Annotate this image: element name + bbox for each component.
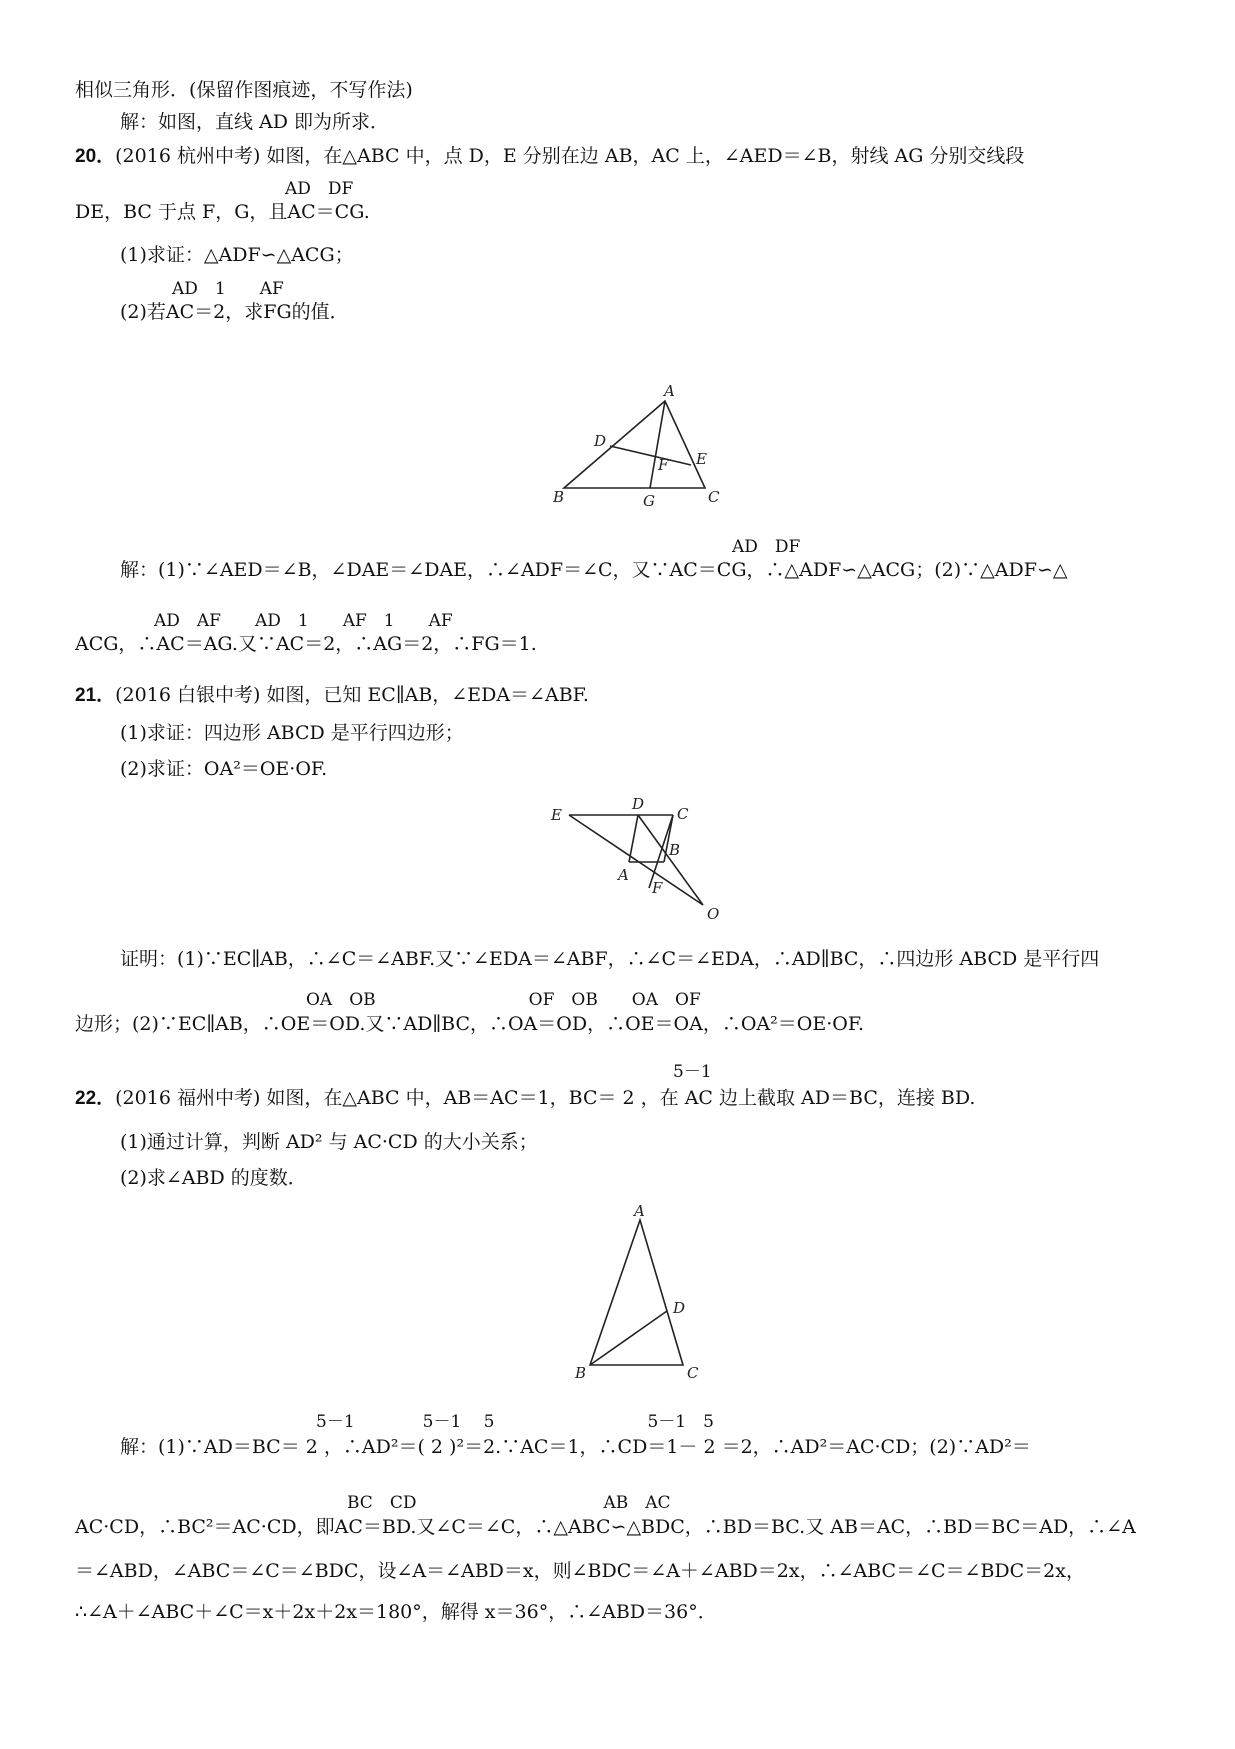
label-a: A: [634, 1202, 645, 1220]
text-line: 相似三角形．(保留作图痕迹，不写作法): [75, 79, 413, 101]
label-d: D: [673, 1299, 686, 1317]
parallelogram-figure-21: [545, 795, 745, 925]
label-d: D: [594, 432, 607, 450]
isosceles-triangle-figure-22: [565, 1200, 705, 1385]
text-line: ∴∠A＋∠ABC＋∠C＝x＋2x＋2x＝180°，解得 x＝36°，∴∠ABD＝36°．: [75, 1601, 717, 1623]
text-line: 解：如图，直线 AD 即为所求．: [120, 111, 390, 133]
question-22: [75, 1086, 975, 1111]
text-line: (1)求证：△ADF∽△ACG；: [120, 244, 354, 266]
label-o: O: [707, 905, 720, 923]
fraction-numerators: AD DF: [285, 179, 354, 199]
question-text: (2016 杭州中考) 如图，在△ABC 中，点 D，E 分别在边 AB，AC 上，∠AED＝∠B，射线 AG 分别交线段: [115, 145, 1025, 167]
label-a: A: [618, 866, 629, 884]
solution-22: 解：(1)∵AD＝BC＝ 2 ，∴AD²＝( 2 )²＝2.∵AC＝1，∴CD＝1－ 2 ＝2，∴AD²＝AC·CD；(2)∵AD²＝: [120, 1436, 1031, 1458]
text-line: 边形；(2)∵EC∥AB，∴OE＝OD.又∵AD∥BC，∴OA＝OD，∴OE＝OA，∴OA²＝OE·OF.: [75, 1013, 865, 1035]
label-c: C: [677, 805, 689, 823]
question-text: (2016 白银中考) 如图，已知 EC∥AB，∠EDA＝∠ABF.: [115, 684, 589, 706]
label-f: F: [652, 879, 663, 897]
text-line: (2)求∠ABD 的度数．: [120, 1167, 307, 1189]
question-number: 20．: [75, 146, 116, 167]
label-e: E: [551, 806, 562, 824]
label-b: B: [575, 1364, 587, 1382]
text-line: (1)通过计算，判断 AD² 与 AC·CD 的大小关系；: [120, 1131, 538, 1153]
fraction-numerators: OA OB OF OB OA OF: [306, 990, 701, 1010]
text-line: (1)求证：四边形 ABCD 是平行四边形；: [120, 722, 464, 744]
text-line: DE，BC 于点 F，G，且AC＝CG.: [75, 201, 370, 223]
text-line: AC·CD，∴BC²＝AC·CD，即AC＝BD.又∠C＝∠C，∴△ABC∽△BDC，∴BD＝BC.又 AB＝AC，∴BD＝BC＝AD，∴∠A: [75, 1516, 1136, 1538]
text-line: ＝∠ABD，∠ABC＝∠C＝∠BDC，设∠A＝∠ABD＝x，则∠BDC＝∠A＋∠ABD＝2x，∴∠ABC＝∠C＝∠BDC＝2x，: [75, 1560, 1085, 1582]
label-a: A: [664, 382, 675, 400]
triangle-figure-20: [530, 378, 730, 518]
question-21: [75, 683, 589, 708]
question-number: 22．: [75, 1088, 116, 1109]
question-20: [75, 144, 1024, 169]
label-b: B: [669, 841, 681, 859]
label-b: B: [553, 488, 565, 506]
fraction-numerators: 5－1 5－1 5 5－1 5: [316, 1412, 714, 1432]
label-f: F: [658, 456, 669, 474]
label-c: C: [687, 1364, 699, 1382]
proof-21: 证明：(1)∵EC∥AB，∴∠C＝∠ABF.又∵∠EDA＝∠ABF，∴∠C＝∠EDA，∴AD∥BC，∴四边形 ABCD 是平行四: [120, 948, 1100, 970]
fraction-numerators: AD 1 AF: [172, 279, 284, 299]
question-number: 21．: [75, 685, 116, 706]
text-line: (2)若AC＝2，求FG的值．: [120, 301, 349, 323]
question-text: (2016 福州中考) 如图，在△ABC 中，AB＝AC＝1，BC＝ 2 ，在 AC 边上截取 AD＝BC，连接 BD.: [115, 1087, 976, 1109]
label-g: G: [643, 492, 655, 510]
fraction-numerators: BC CD AB AC: [347, 1493, 671, 1513]
fraction-numerators: AD AF AD 1 AF 1 AF: [154, 611, 453, 631]
text-line: (2)求证：OA²＝OE·OF.: [120, 758, 328, 780]
label-d: D: [632, 795, 645, 813]
solution-20: 解：(1)∵∠AED＝∠B，∠DAE＝∠DAE，∴∠ADF＝∠C，又∵AC＝CG，∴△ADF∽△ACG；(2)∵△ADF∽△: [120, 559, 1068, 581]
text-line: ACG，∴AC＝AG.又∵AC＝2，∴AG＝2，∴FG＝1.: [75, 633, 537, 655]
label-c: C: [708, 488, 720, 506]
fraction-numerators: AD DF: [732, 537, 801, 557]
label-e: E: [696, 450, 707, 468]
fraction-numerator: 5－1: [673, 1062, 712, 1082]
